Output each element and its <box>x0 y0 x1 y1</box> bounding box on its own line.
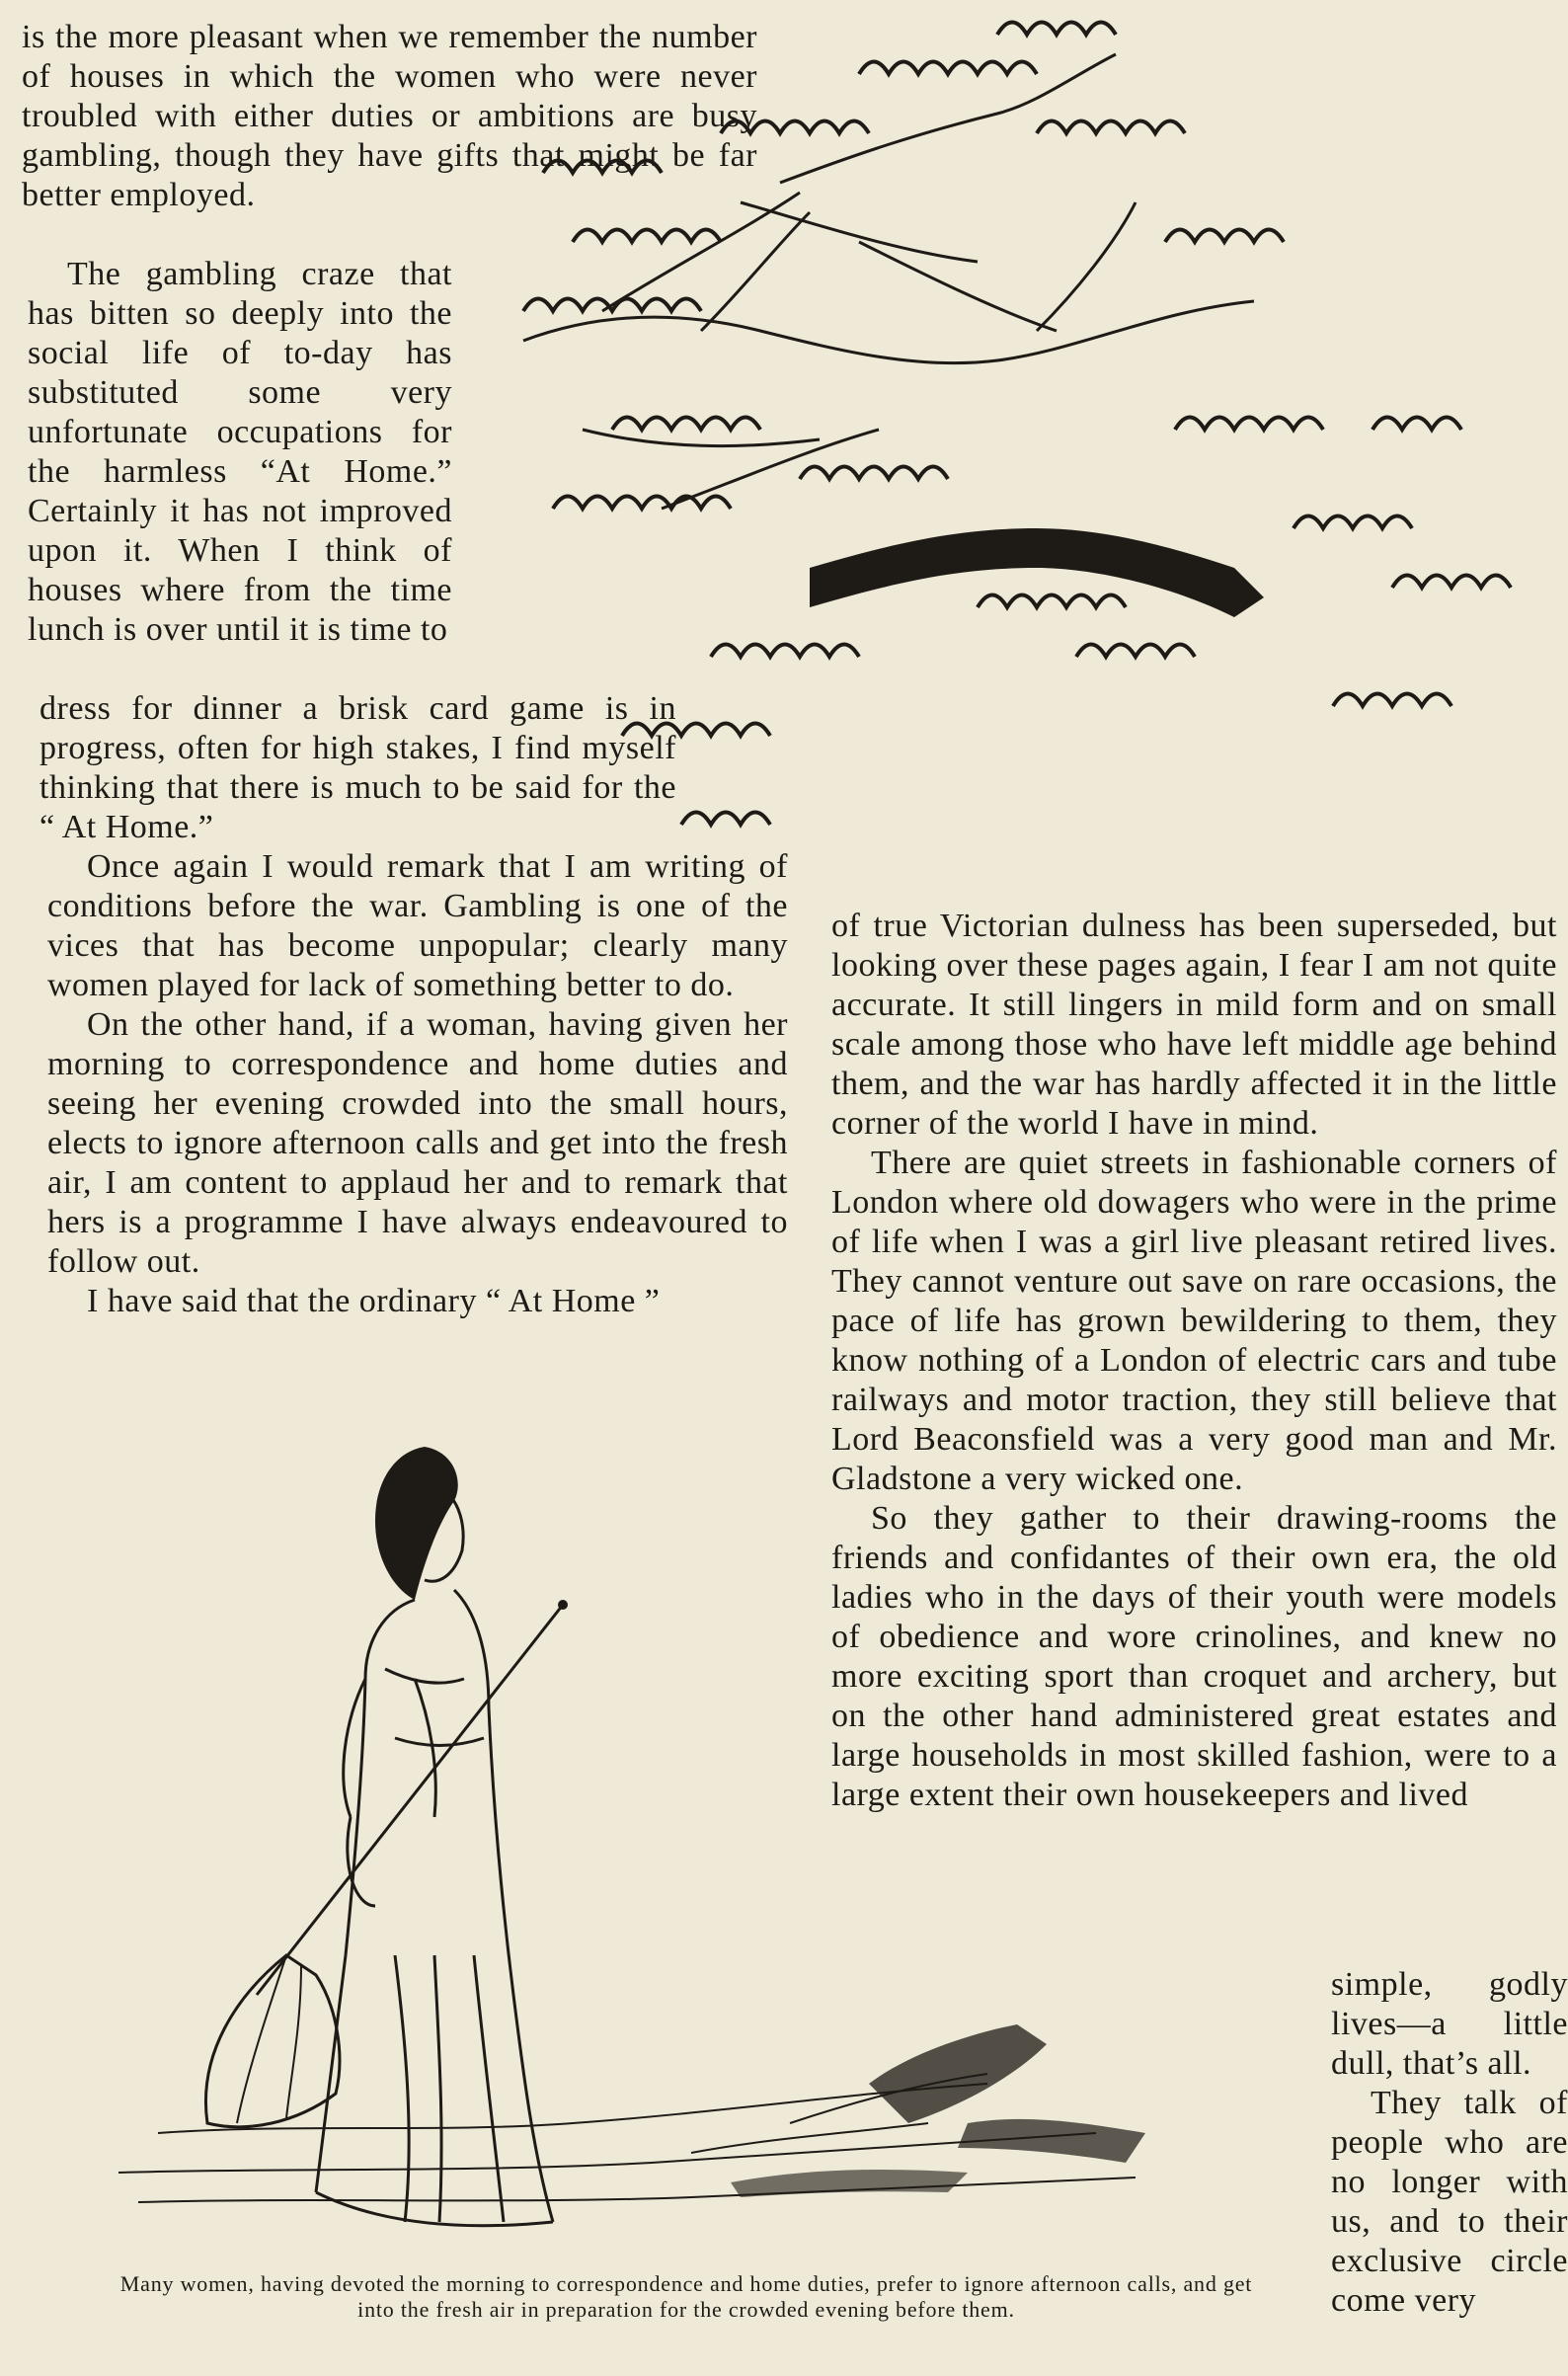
article-column-left-low <box>47 847 788 1321</box>
paragraph: Once again I would remark that I am writing of conditions before the war. Gambling is one of the vices that has become unpopular; clearly many women played for lack of something better to do. <box>47 848 788 1003</box>
paragraph: There are quiet streets in fashionable corners of London where old dowagers who were in the prime of life when I was a girl live pleasant retired lives. They cannot venture out save on rare occasions, the pace of life has grown bewildering to them, they know nothing of a London of electric cars and tube railways and motor traction, they still believe that Lord Beaconsfield was a very good man and Mr. Gladstone a very wicked one. <box>831 1145 1557 1497</box>
paragraph: So they gather to their drawing-rooms the friends and confidantes of their own era, the old ladies who in the days of their youth were models of obedience and wore crinolines, and knew no more exciting sport than croquet and archery, but on the other hand administered great estates and large households in most skilled fashion, were to a large extent their own housekeepers and lived <box>831 1500 1557 1813</box>
paragraph: is the more pleasant when we remember the number of houses in which the women who were never troubled with either duties or ambitions are busy gambling, though they have gifts that might be far better employed. <box>22 19 757 213</box>
article-column-right-narrow <box>1331 1965 1568 2321</box>
paragraph: dress for dinner a brisk card game is in progress, often for high stakes, I find myself thinking that there is much to be said for the “ At Home.” <box>39 690 676 845</box>
paragraph: On the other hand, if a woman, having given her morning to correspondence and home duties and seeing her evening crowded into the small hours, elects to ignore afternoon calls and get into the fresh air, I am content to applaud her and to remark that hers is a programme I have always endeavoured to follow out. <box>47 1006 788 1280</box>
paragraph: simple, godly lives—a little dull, that’s all. <box>1331 1966 1568 2082</box>
paragraph: The gambling craze that has bitten so deeply into the social life of to-day has substituted some very unfortunate occupations for the harmless “At Home.” Certainly it has not improved upon it. When I think of houses where from the time lunch is over until it is time to <box>28 256 452 648</box>
paragraph: of true Victorian dulness has been superseded, but looking over these pages again, I fear I am not quite accurate. It still lingers in mild form and on small scale among those who have left middle age behind them, and the war has hardly affected it in the little corner of the world I have in mind. <box>831 908 1557 1142</box>
paragraph: I have said that the ordinary “ At Home ” <box>87 1283 661 1319</box>
woman-with-umbrella-illustration <box>99 1442 1274 2252</box>
article-column-left-mid <box>39 689 676 847</box>
paragraph: They talk of people who are no longer with us, and to their exclusive circle come very <box>1331 2085 1568 2319</box>
illustration-caption: Many women, having devoted the morning to correspondence and home duties, prefer to ignore afternoon calls, and get into the fresh air in preparation for the crowded evening before them. <box>119 2271 1253 2322</box>
article-column-left-narrow <box>28 255 452 650</box>
article-column-left-top <box>22 18 757 215</box>
